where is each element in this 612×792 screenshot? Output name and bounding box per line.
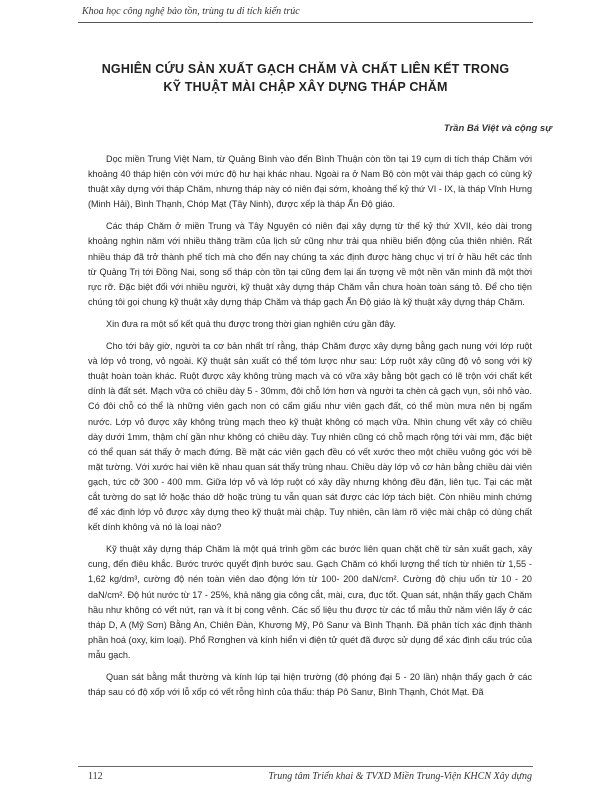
paragraph-6: Quan sát bằng mắt thường và kính lúp tại hiện trường (độ phóng đại 5 - 20 lần) nhận thấy gạch ở các tháp sau có độ xốp với lỗ xốp có vết rỗng hình của thấu: tháp Pô Sanư, Bình Thạnh, Chót Mạt. Đã <box>88 672 532 698</box>
paragraph-4: Cho tới bây giờ, người ta cơ bản nhất trí rằng, tháp Chăm được xây dựng bằng gạch nung với lớp ruột và lớp vỏ trong, vỏ ngoài. Kỹ thuật sản xuất có thể tóm lược như sau: Lớp ruột xây cũng độ vỏ song với kỹ thuật hoàn toàn khác. Ruột được xây không trùng mạch và có vữa xây bằng bột gạch có lẽ trộn với chất kết dính là đất sét. Mạch vữa có chiều dày 5 - 30mm, đôi chỗ lớn hơn và người ta chèn cả gạch vụn, sỏi nhỏ vào. Có đôi chỗ có thể là những viên gạch non có cấm giấu như viên gạch đất, có thể mùn mưa nên bị ngấm nước. Lớp vỏ được xây không trùng mạch theo kỹ thuật không có mạch vữa. Nhìn chung vết xây có chiều dày dưới 1mm, thậm chí gần như không có chiều dày. Tuy nhiên cũng có chỗ mạch rộng tới vài mm, đặc biệt có thể quan sát thấy ở mạch đứng. Bề mặt các viên gạch đều có vết xước theo một chiều vuông góc với bề mặt tường. Với xước hai viên kề nhau quan sát thấy trùng nhau. Chiều dày lớp vỏ cơ hản bằng chiều dài viên gạch, tức cỡ 300 - 400 mm. Giữa lớp vỏ và lớp ruột có xây dầy nhưng không đều đặn, liên tục. Tại các mặt cắt tường do sạt lở hoặc tháo dỡ hoặc trùng tu vẫn quan sát được các lớp tách biệt. Còn nhiều minh chứng để xác định lớp vỏ được xây dựng theo kỹ thuật mài chập. Tuy nhiên, cần làm rõ việc mài chập có dùng chất kết dính không và nó là loại nào? <box>88 341 532 533</box>
header-rule <box>78 22 533 23</box>
article-title-line-2: KỸ THUẬT MÀI CHẬP XÂY DỰNG THÁP CHĂM <box>163 80 448 94</box>
paragraph-3: Xin đưa ra một số kết quả thu được trong thời gian nghiên cứu gần đây. <box>106 318 396 329</box>
page-number: 112 <box>88 771 103 782</box>
footer-publisher: Trung tâm Triển khai & TVXD Miền Trung-Viện KHCN Xây dựng <box>268 771 532 782</box>
author-line: Trần Bá Việt và cộng sự <box>443 123 552 134</box>
article-body <box>88 152 532 707</box>
article-title-line-1: NGHIÊN CỨU SẢN XUẤT GẠCH CHĂM VÀ CHẤT LIÊN KẾT TRONG <box>101 62 510 76</box>
paragraph-5: Kỹ thuật xây dựng tháp Chăm là một quá trình gồm các bước liên quan chặt chẽ từ sản xuất gạch, xây cung, đến điêu khắc. Bước trước quyết định bước sau. Gạch Chăm có khối lượng thể tích từ nhiên từ 1,55 - 1,62 kg/dm³, cường độ nén toàn viên dao động lớn từ 100- 200 daN/cm². Cường độ chịu uốn từ 10 - 20 daN/cm². Độ hút nước từ 17 - 25%, khả năng gia công cắt, mài, cưa, đục tốt. Quan sát, nhận thấy gạch Chăm hầu như không có vết nứt, rạn và ít bị cong vênh. Các số liệu thu được từ các tổ mẫu thử năm viên lấy ở các tháp D, A (Mỹ Sơn) Bằng An, Chiên Đàn, Khương Mỹ, Pô Sanư và Bình Thạnh. Đã phân tích xác định thành phần hoá (oxy, kim loại). Phổ Rơnghen và kính hiển vi điện tử quét đã được sử dụng để xác định cấu trúc của mẫu gạch. <box>88 544 532 660</box>
running-header: Khoa học công nghệ bảo tồn, trùng tu di tích kiến trúc <box>82 6 300 17</box>
paragraph-2: Các tháp Chăm ở miền Trung và Tây Nguyên có niên đại xây dựng từ thế kỷ thứ XVII, kéo dài trong khoảng nghìn năm với nhiều thăng trầm của lịch sử cũng như trải qua nhiều biến động của thiên nhiên. Rất nhiều tháp đã trở thành phế tích mà cho đến nay chúng ta xác định được hàng chục vị trí ở hầu hết các tỉnh từ Quảng Trị tới Đồng Nai, song số tháp còn tồn tại cũng đem lại ấn tượng về một nền văn minh đã một thời rực rỡ. Đặc biệt đối với nhiều người, kỹ thuật xây dựng tháp Chăm vẫn chưa hoàn toàn sáng tỏ. Để cho tiện chúng tôi gọi chung kỹ thuật xây dựng tháp Chăm và tháp gạch Ấn Độ giáo là kỹ thuật xây dựng tháp Chăm. <box>88 221 532 307</box>
footer-rule <box>78 766 533 767</box>
paragraph-1: Dọc miền Trung Việt Nam, từ Quảng Bình vào đến Bình Thuận còn tồn tại 19 cụm di tích tháp Chăm với khoảng 40 tháp hiện còn với mức độ hư hại khác nhau. Ngoài ra ở Nam Bộ còn một vài tháp gạch có cùng kỹ thuật xây dựng với tháp Chăm, nhưng tháp này có niên đại sớm, khoảng thế kỷ thứ VI - IX, là tháp Vĩnh Hưng (Minh Hải), Bình Thạnh, Chóp Mạt (Tây Ninh), được xếp là tháp Ấn Độ giáo. <box>88 154 532 210</box>
